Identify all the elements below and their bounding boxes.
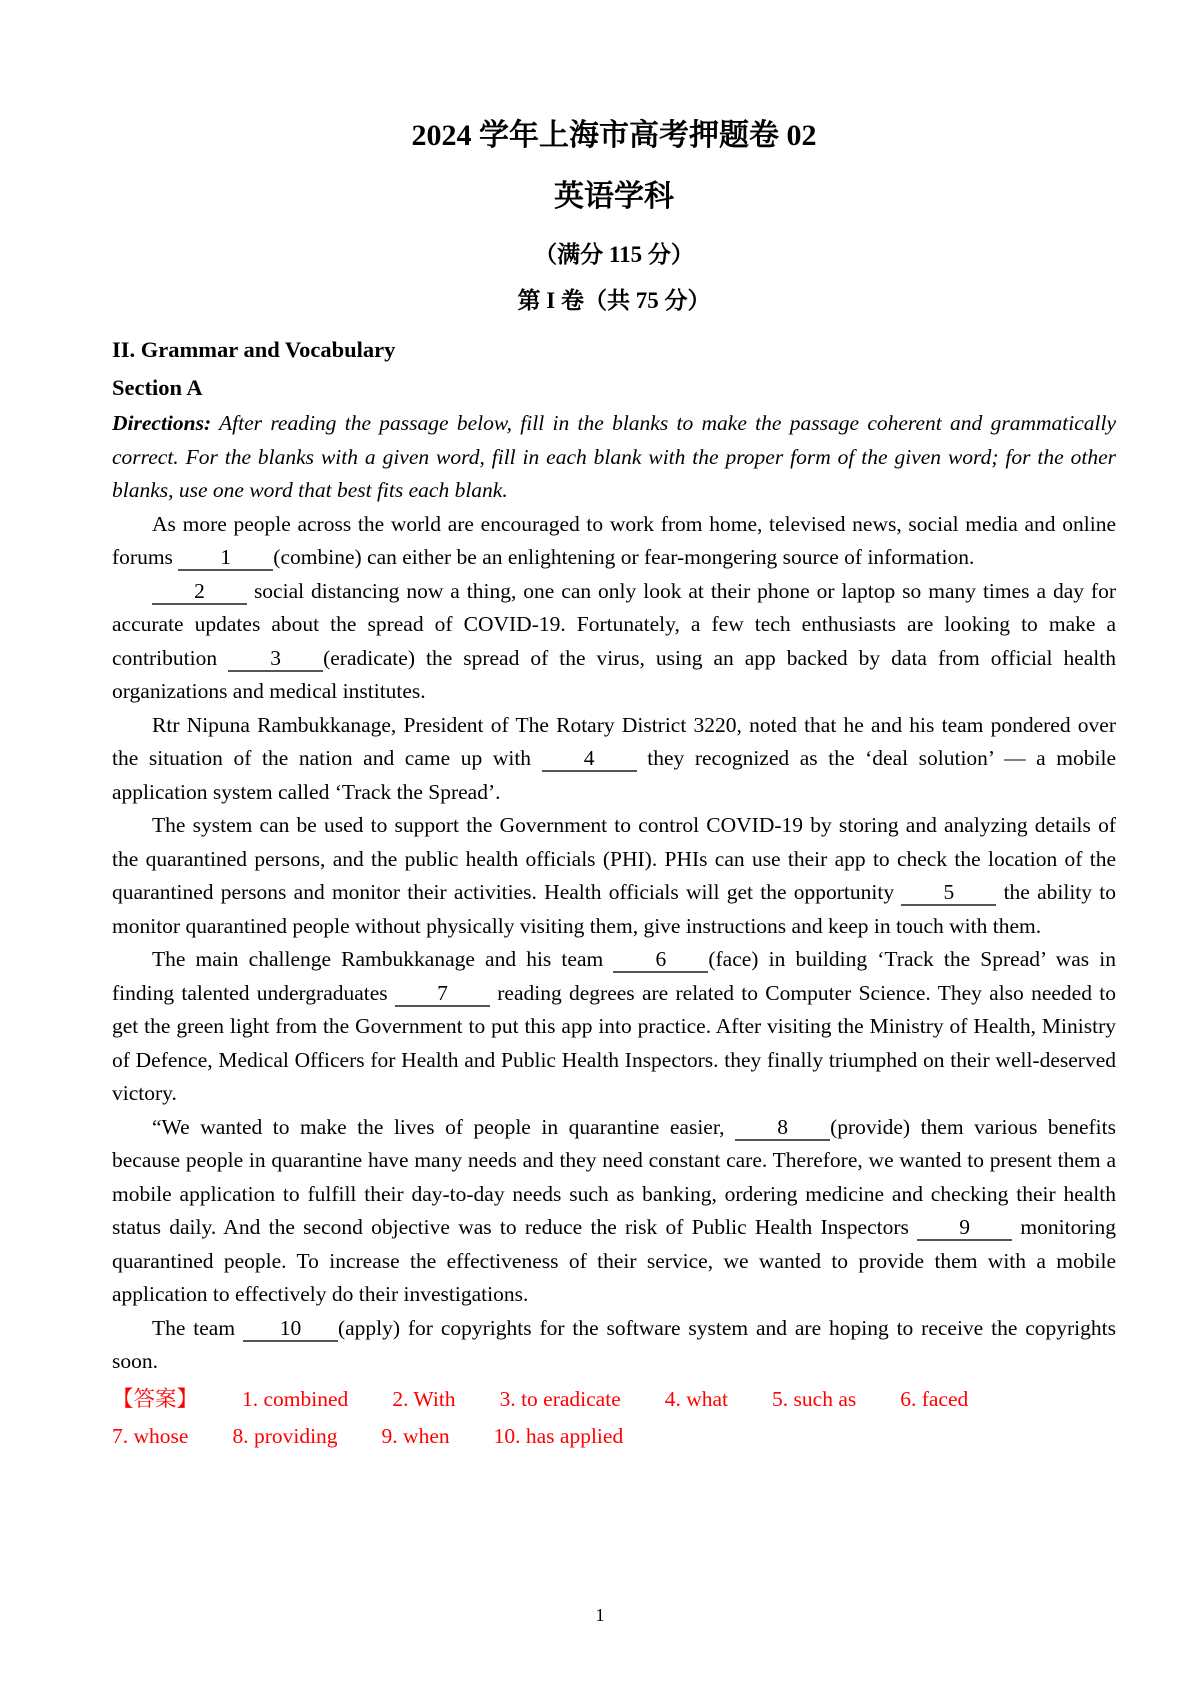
exam-title: 2024 学年上海市高考押题卷 02 bbox=[411, 119, 817, 152]
directions-label: Directions: bbox=[112, 411, 212, 436]
fill-in-blank-4: 4 bbox=[542, 746, 637, 772]
passage bbox=[112, 508, 1116, 1379]
passage-paragraph: As more people across the world are encouraged to work from home, televised news, social media and online forums 1 (combine) can either be an enlightening or fear-mongering source of information. bbox=[112, 511, 1116, 570]
passage-paragraph: “We wanted to make the lives of people in quarantine easier, 8 (provide) them various benefits because people in quarantine have many needs and they need constant care. Therefore, we wanted to present them a mobile application to fulfill their day-to-day needs such as banking, ordering medicine and checking their health status daily. And the second objective was to reduce the risk of Public Health Inspectors 9 monitoring quarantined people. To increase the effectiveness of their service, we wanted to provide them with a mobile application to effectively do their investigations. bbox=[112, 1114, 1116, 1307]
fill-in-blank-6: 6 bbox=[613, 947, 708, 973]
fill-in-blank-3: 3 bbox=[228, 646, 323, 672]
fill-in-blank-1: 1 bbox=[178, 545, 273, 571]
answer-item: 8. providing bbox=[232, 1423, 338, 1448]
answer-key bbox=[112, 1381, 1116, 1455]
page-number: 1 bbox=[595, 1605, 605, 1625]
fill-in-blank-2: 2 bbox=[152, 579, 247, 605]
fill-in-blank-9: 9 bbox=[917, 1215, 1012, 1241]
passage-paragraph: The main challenge Rambukkanage and his team 6 (face) in building ‘Track the Spread’ was in finding talented undergraduates 7 reading degrees are related to Computer Science. They also needed to get the green light from the Government to put this app into practice. After visiting the Ministry of Health, Ministry of Defence, Medical Officers for Health and Public Health Inspectors. they finally triumphed on their well-deserved victory. bbox=[112, 947, 1116, 1106]
passage-paragraph: 2 social distancing now a thing, one can only look at their phone or laptop so many times a day for accurate updates about the spread of COVID-19. Fortunately, a few tech enthusiasts are looking to make a contribution 3 (eradicate) the spread of the virus, using an app backed by data from official health organizations and medical institutes. bbox=[112, 578, 1116, 704]
answer-key-label: 【答案】 bbox=[112, 1386, 199, 1411]
passage-paragraph: The team 10 (apply) for copyrights for the software system and are hoping to receive the copyrights soon. bbox=[112, 1315, 1116, 1374]
answer-items bbox=[112, 1387, 1012, 1448]
part-subtitle: 第 I 卷（共 75 分） bbox=[517, 288, 711, 314]
fill-in-blank-10: 10 bbox=[243, 1316, 338, 1342]
answer-item: 6. faced bbox=[900, 1386, 969, 1411]
section-a-subheading: Section A bbox=[112, 375, 203, 401]
answer-item: 3. to eradicate bbox=[499, 1386, 621, 1411]
fill-in-blank-5: 5 bbox=[901, 880, 996, 906]
answer-item: 5. such as bbox=[772, 1386, 857, 1411]
fill-in-blank-7: 7 bbox=[395, 981, 490, 1007]
total-score-subtitle: （满分 115 分） bbox=[534, 242, 694, 267]
fill-in-blank-8: 8 bbox=[735, 1115, 830, 1141]
answer-item: 9. when bbox=[381, 1423, 450, 1448]
answer-item: 2. With bbox=[392, 1386, 456, 1411]
section-heading-grammar: II. Grammar and Vocabulary bbox=[112, 337, 396, 363]
directions-paragraph bbox=[112, 407, 1116, 508]
answer-item: 10. has applied bbox=[493, 1423, 624, 1448]
answer-item: 1. combined bbox=[242, 1386, 349, 1411]
exam-subject-title: 英语学科 bbox=[554, 179, 674, 213]
passage-paragraph: Rtr Nipuna Rambukkanage, President of The Rotary District 3220, noted that he and his team pondered over the situation of the nation and came up with 4 they recognized as the ‘deal solution’ — a mobile application system called ‘Track the Spread’. bbox=[112, 712, 1116, 804]
answer-item: 7. whose bbox=[112, 1423, 189, 1448]
answer-item: 4. what bbox=[664, 1386, 729, 1411]
directions-text: After reading the passage below, fill in the blanks to make the passage coherent and grammatically correct. For the blanks with a given word, fill in each blank with the proper form of the given word; for the other blanks, use one word that best fits each blank. bbox=[112, 411, 1116, 503]
passage-paragraph: The system can be used to support the Government to control COVID-19 by storing and analyzing details of the quarantined persons, and the public health officials (PHI). PHIs can use their app to check the location of the quarantined persons and monitor their activities. Health officials will get the opportunity 5 the ability to monitor quarantined people without physically visiting them, give instructions and keep in touch with them. bbox=[112, 813, 1116, 938]
